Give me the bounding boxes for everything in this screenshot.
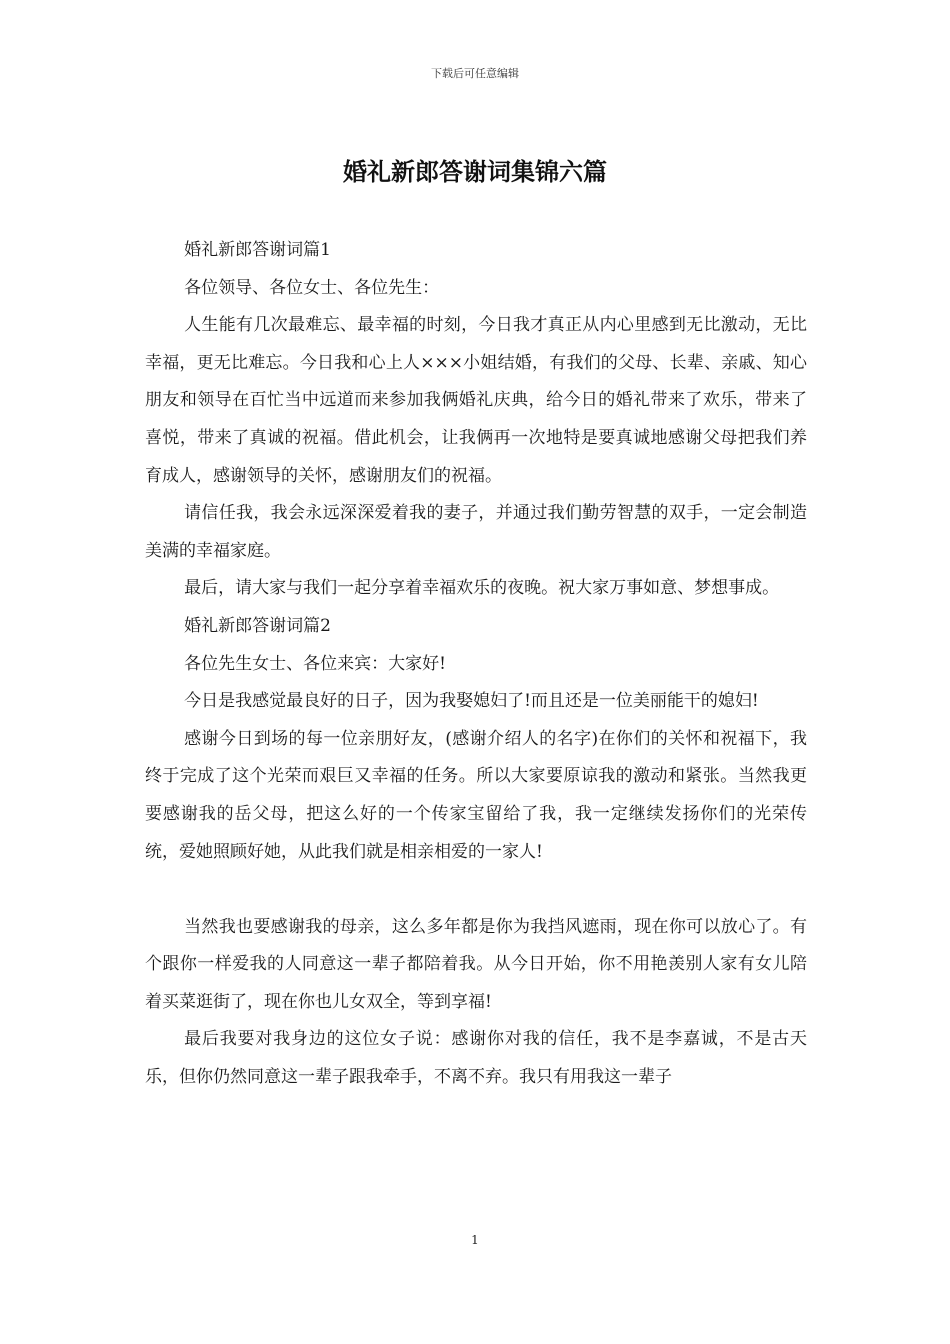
section-heading-1: 婚礼新郎答谢词篇1 (184, 240, 331, 260)
body-paragraph: 最后，请大家与我们一起分享着幸福欢乐的夜晚。祝大家万事如意、梦想事成。 (184, 578, 780, 599)
page-number: 1 (471, 1233, 479, 1247)
section-heading-2: 婚礼新郎答谢词篇2 (184, 615, 331, 636)
page-header-note: 下载后可任意编辑 (431, 67, 519, 80)
body-paragraph: 请信任我，我会永远深深爱着我的妻子，并通过我们勤劳智慧的双手，一定会制造美满的幸福家庭。 (145, 503, 807, 561)
body-paragraph: 当然我也要感谢我的母亲，这么多年都是你为我挡风遮雨，现在你可以放心了。有个跟你一样爱我的人同意这一辈子都陪着我。从今日开始，你不用艳羡别人家有女儿陪着买菜逛街了，现在你也儿女双全，等到享福! (145, 916, 807, 1012)
body-paragraph: 人生能有几次最难忘、最幸福的时刻，今日我才真正从内心里感到无比激动，无比幸福，更无比难忘。今日我和心上人×××小姐结婚，有我们的父母、长辈、亲戚、知心朋友和领导在百忙当中远道而来参加我俩婚礼庆典，给今日的婚礼带来了欢乐，带来了喜悦，带来了真诚的祝福。借此机会，让我俩再一次地特是要真诚地感谢父母把我们养育成人，感谢领导的关怀，感谢朋友们的祝福。 (145, 315, 807, 486)
body-paragraph: 最后我要对我身边的这位女子说：感谢你对我的信任，我不是李嘉诚，不是古天乐，但你仍然同意这一辈子跟我牵手，不离不弃。我只有用我这一辈子 (145, 1029, 807, 1088)
salutation-2: 各位先生女士、各位来宾：大家好! (184, 653, 446, 674)
salutation-1: 各位领导、各位女士、各位先生： (184, 277, 440, 298)
document-body (145, 232, 807, 1097)
body-paragraph: 感谢今日到场的每一位亲朋好友，(感谢介绍人的名字)在你们的关怀和祝福下，我终于完成了这个光荣而艰巨又幸福的任务。所以大家要原谅我的激动和紧张。当然我更要感谢我的岳父母，把这么好的一个传家宝留给了我，我一定继续发扬你们的光荣传统，爱她照顾好她，从此我们就是相亲相爱的一家人! (145, 728, 807, 862)
body-paragraph: 今日是我感觉最良好的日子，因为我娶媳妇了!而且还是一位美丽能干的媳妇! (184, 691, 759, 712)
document-title: 婚礼新郎答谢词集锦六篇 (343, 157, 607, 186)
